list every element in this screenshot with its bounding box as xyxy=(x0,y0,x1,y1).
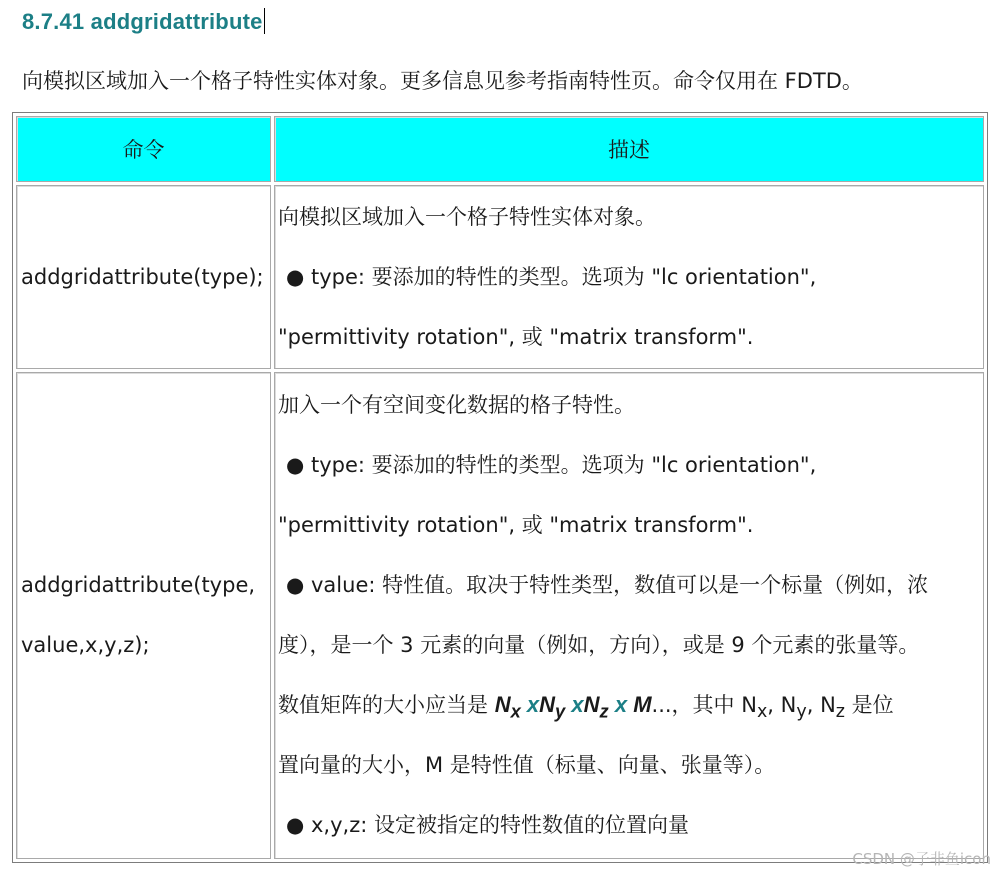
description-line: "permittivity rotation", 或 "matrix transform". xyxy=(278,324,754,349)
bullet-item: ● value: 特性值。取决于特性类型，数值可以是一个标量（例如，浓 xyxy=(286,573,929,598)
description-cell xyxy=(274,185,984,369)
command-signature: addgridattribute(type, xyxy=(21,573,256,598)
intro-text: 向模拟区域加入一个格子特性实体对象。更多信息见参考指南特性页。命令仅用在 FDTD。 xyxy=(22,69,863,93)
command-table xyxy=(12,112,988,863)
command-cell xyxy=(16,372,271,859)
description-line: 置向量的大小，M 是特性值（标量、向量、张量等）。 xyxy=(278,753,776,778)
formula-line: 数值矩阵的大小应当是 $N_x$ $xN_y$ $xN_z$ x M...，其中 $N_x$, $N_y$, $N_z$ 是位 xyxy=(278,692,894,723)
table-row xyxy=(16,372,984,859)
page-title-text: 8.7.41 addgridattribute xyxy=(22,9,263,34)
description-line xyxy=(278,247,979,307)
table-row xyxy=(16,185,984,369)
watermark: CSDN @子非鱼icon xyxy=(852,850,991,868)
description-line: 加入一个有空间变化数据的格子特性。 xyxy=(278,393,635,418)
bullet-item: ● x,y,z: 设定被指定的特性数值的位置向量 xyxy=(286,813,689,838)
matrix-size-formula: $N_x$ $xN_y$ $xN_z$ x M xyxy=(494,692,652,722)
header-description: 描述 xyxy=(274,116,984,182)
table-header-row xyxy=(16,116,984,182)
header-command: 命令 xyxy=(16,116,271,182)
bullet-item: ● type: 要添加的特性的类型。选项为 "lc orientation", xyxy=(286,453,817,478)
text-cursor xyxy=(264,8,265,34)
command-signature: addgridattribute(type); xyxy=(21,264,264,289)
page-title xyxy=(22,8,265,35)
description-line: 向模拟区域加入一个格子特性实体对象。 xyxy=(278,204,656,229)
formula-prefix: 数值矩阵的大小应当是 xyxy=(278,693,495,718)
description-line: "permittivity rotation", 或 "matrix transform". xyxy=(278,513,754,538)
description-line xyxy=(278,795,979,855)
description-cell xyxy=(274,372,984,859)
bullet-item: ● type: 要添加的特性的类型。选项为 "lc orientation", xyxy=(286,264,817,289)
description-line: 度），是一个 3 元素的向量（例如，方向），或是 9 个元素的张量等。 xyxy=(278,633,920,658)
description-line xyxy=(278,435,979,495)
command-signature: value,x,y,z); xyxy=(21,633,150,658)
description-line xyxy=(278,555,979,615)
command-cell xyxy=(16,185,271,369)
